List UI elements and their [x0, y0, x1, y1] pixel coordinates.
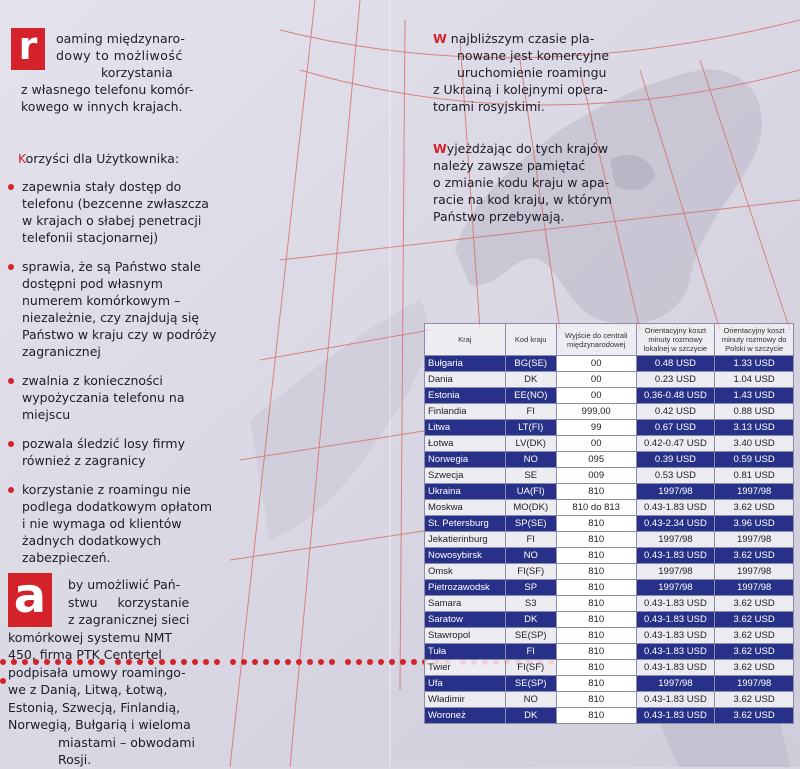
agreement-paragraph: [8, 576, 223, 769]
cell-local-cost: 0.43-1.83 USD: [636, 548, 715, 564]
cell-code: SE: [505, 468, 556, 484]
roaming-table: [424, 323, 794, 724]
benefits-heading: [18, 150, 238, 167]
intro-line: oaming międzynaro-: [56, 31, 185, 46]
cell-exit: 00: [556, 436, 636, 452]
table-row: [425, 628, 794, 644]
cell-code: SE(SP): [505, 628, 556, 644]
cell-country: Saratow: [425, 612, 506, 628]
header-poland-cost: Orientacyjny koszt minuty rozmowy do Polski w szczycie: [715, 324, 794, 356]
cell-local-cost: 0.23 USD: [636, 372, 715, 388]
right-paragraph-2: [433, 140, 633, 225]
cell-exit: 810: [556, 580, 636, 596]
cell-local-cost: 0.43-1.83 USD: [636, 500, 715, 516]
cell-code: SE(SP): [505, 676, 556, 692]
cell-local-cost: 0.53 USD: [636, 468, 715, 484]
cell-country: Moskwa: [425, 500, 506, 516]
cell-country: Woroneż: [425, 708, 506, 724]
table-row: [425, 500, 794, 516]
cell-code: FI: [505, 404, 556, 420]
cell-code: NO: [505, 452, 556, 468]
intro-line: z własnego telefonu komór-: [21, 82, 194, 97]
right-paragraph-1: [433, 30, 633, 115]
cell-country: Dania: [425, 372, 506, 388]
cell-poland-cost: 3.62 USD: [715, 612, 794, 628]
intro-line: korzystania: [101, 65, 173, 80]
cell-poland-cost: 3.62 USD: [715, 500, 794, 516]
table-row: [425, 708, 794, 724]
cell-local-cost: 1997/98: [636, 532, 715, 548]
cell-exit: 810: [556, 516, 636, 532]
benefit-item: sprawia, że są Państwo stale dostępni pod własnym numerem komórkowym – niezależnie, czy znajdują się Państwo w kraju czy w podróży zagranicznej: [8, 258, 218, 360]
cell-exit: 810 do 813: [556, 500, 636, 516]
cell-country: St. Petersburg: [425, 516, 506, 532]
cell-poland-cost: 3.62 USD: [715, 660, 794, 676]
cell-poland-cost: 3.62 USD: [715, 628, 794, 644]
cell-poland-cost: 3.62 USD: [715, 692, 794, 708]
cell-exit: 810: [556, 628, 636, 644]
cell-country: Litwa: [425, 420, 506, 436]
cell-exit: 810: [556, 532, 636, 548]
para2-line: należy zawsze pamiętać: [433, 158, 586, 173]
table-row: [425, 404, 794, 420]
table-row: [425, 612, 794, 628]
cell-exit: 810: [556, 644, 636, 660]
intro-dropcap: r: [11, 28, 45, 70]
para2-line: racie na kod kraju, w którym: [433, 192, 612, 207]
cell-code: FI(SF): [505, 660, 556, 676]
cell-code: BG(SE): [505, 356, 556, 372]
cell-exit: 810: [556, 484, 636, 500]
cell-exit: 810: [556, 596, 636, 612]
agreement-line: miastami – obwodami Rosji.: [58, 734, 195, 767]
intro-line: kowego w innych krajach.: [21, 99, 183, 114]
cell-local-cost: 0.43-1.83 USD: [636, 708, 715, 724]
cell-poland-cost: 1997/98: [715, 484, 794, 500]
table-row: [425, 692, 794, 708]
table-row: [425, 580, 794, 596]
cell-code: NO: [505, 548, 556, 564]
para1-line: nowane jest komercyjne: [457, 48, 610, 63]
cell-country: Ufa: [425, 676, 506, 692]
table-header-row: [425, 324, 794, 356]
cell-exit: 99: [556, 420, 636, 436]
table-row: [425, 564, 794, 580]
cell-poland-cost: 1997/98: [715, 564, 794, 580]
agreement-line: we z Danią, Litwą, Łotwą,: [8, 682, 168, 697]
cell-country: Norwegia: [425, 452, 506, 468]
cell-code: LV(DK): [505, 436, 556, 452]
cell-country: Jekatierinburg: [425, 532, 506, 548]
cell-code: SP: [505, 580, 556, 596]
cell-exit: 810: [556, 676, 636, 692]
table-row: [425, 452, 794, 468]
cell-code: SP(SE): [505, 516, 556, 532]
cell-poland-cost: 0.81 USD: [715, 468, 794, 484]
cell-code: FI: [505, 644, 556, 660]
cell-poland-cost: 0.59 USD: [715, 452, 794, 468]
cell-code: DK: [505, 612, 556, 628]
cell-exit: 999,00: [556, 404, 636, 420]
cell-local-cost: 1997/98: [636, 580, 715, 596]
cell-poland-cost: 1997/98: [715, 676, 794, 692]
cell-local-cost: 0.43-1.83 USD: [636, 612, 715, 628]
cell-country: Omsk: [425, 564, 506, 580]
cell-country: Władimir: [425, 692, 506, 708]
cell-code: DK: [505, 708, 556, 724]
header-local-cost: Orientacyjny koszt minuty rozmowy lokalnej w szczycie: [636, 324, 715, 356]
agreement-line: Estonią, Szwecją, Finlandią,: [8, 699, 181, 715]
para1-line: z Ukrainą i kolejnymi opera-: [433, 82, 608, 97]
table-row: [425, 420, 794, 436]
cell-local-cost: 0.39 USD: [636, 452, 715, 468]
cell-local-cost: 0.43-1.83 USD: [636, 628, 715, 644]
table-row: [425, 548, 794, 564]
table-row: [425, 660, 794, 676]
cell-country: Stawropol: [425, 628, 506, 644]
agreement-line: stwu korzystanie: [68, 594, 190, 610]
cell-country: Szwecja: [425, 468, 506, 484]
table-row: [425, 468, 794, 484]
benefit-item: pozwala śledzić losy firmy również z zagranicy: [8, 435, 218, 469]
table-row: [425, 596, 794, 612]
cell-poland-cost: 1.33 USD: [715, 356, 794, 372]
cell-poland-cost: 3.13 USD: [715, 420, 794, 436]
cell-exit: 810: [556, 564, 636, 580]
cell-poland-cost: 3.62 USD: [715, 644, 794, 660]
cell-code: MO(DK): [505, 500, 556, 516]
table-row: [425, 516, 794, 532]
agreement-line: podpisała umowy roamingo-: [8, 664, 186, 680]
cell-exit: 00: [556, 388, 636, 404]
cell-local-cost: 0.42-0.47 USD: [636, 436, 715, 452]
table-row: [425, 484, 794, 500]
cell-code: NO: [505, 692, 556, 708]
cell-poland-cost: 1997/98: [715, 532, 794, 548]
cell-exit: 095: [556, 452, 636, 468]
cell-poland-cost: 3.62 USD: [715, 708, 794, 724]
cell-local-cost: 1997/98: [636, 484, 715, 500]
cell-country: Nowosybirsk: [425, 548, 506, 564]
benefits-list: [8, 178, 218, 578]
cell-country: Bułgaria: [425, 356, 506, 372]
cell-exit: 810: [556, 612, 636, 628]
cell-poland-cost: 3.62 USD: [715, 548, 794, 564]
para2-line: yjeżdżając do tych krajów: [446, 141, 609, 156]
table-row: [425, 388, 794, 404]
para2-line: o zmianie kodu kraju w apa-: [433, 175, 610, 190]
para1-initial: W: [433, 31, 447, 46]
intro-paragraph: [11, 30, 216, 115]
cell-local-cost: 0.43-1.83 USD: [636, 644, 715, 660]
agreement-line: 450, firma PTK Centertel: [8, 647, 162, 662]
cell-poland-cost: 0.88 USD: [715, 404, 794, 420]
cell-local-cost: 1997/98: [636, 676, 715, 692]
cell-local-cost: 0.43-2.34 USD: [636, 516, 715, 532]
cell-poland-cost: 3.96 USD: [715, 516, 794, 532]
table-row: [425, 356, 794, 372]
cell-country: Łotwa: [425, 436, 506, 452]
cell-code: S3: [505, 596, 556, 612]
agreement-line: z zagranicznej sieci: [68, 612, 190, 627]
para1-line: najbliższym czasie pla-: [446, 31, 595, 46]
cell-poland-cost: 1.04 USD: [715, 372, 794, 388]
cell-poland-cost: 1997/98: [715, 580, 794, 596]
cell-country: Pietrozawodsk: [425, 580, 506, 596]
cell-country: Samara: [425, 596, 506, 612]
cell-local-cost: 1997/98: [636, 564, 715, 580]
table-row: [425, 436, 794, 452]
intro-line: dowy to możliwość: [56, 48, 183, 63]
para2-line: Państwo przebywają.: [433, 209, 565, 224]
cell-exit: 810: [556, 548, 636, 564]
cell-exit: 00: [556, 372, 636, 388]
cell-local-cost: 0.48 USD: [636, 356, 715, 372]
cell-exit: 810: [556, 708, 636, 724]
cell-country: Ukraina: [425, 484, 506, 500]
agreement-line: komórkowej systemu NMT: [8, 629, 173, 645]
cell-code: FI(SF): [505, 564, 556, 580]
cell-code: DK: [505, 372, 556, 388]
cell-country: Estonia: [425, 388, 506, 404]
cell-exit: 810: [556, 660, 636, 676]
benefit-item: korzystanie z roamingu nie podlega dodatkowym opłatom i nie wymaga od klientów żadnych dodatkowych zabezpieczeń.: [8, 481, 218, 566]
agreement-line: by umożliwić Pań-: [68, 577, 181, 592]
header-exit: Wyjście do centrali międzynarodowej: [556, 324, 636, 356]
agreement-dropcap: a: [8, 573, 52, 627]
cell-code: LT(FI): [505, 420, 556, 436]
header-code: Kod kraju: [505, 324, 556, 356]
table-row: [425, 676, 794, 692]
cell-local-cost: 0.36-0.48 USD: [636, 388, 715, 404]
cell-poland-cost: 1.43 USD: [715, 388, 794, 404]
cell-exit: 810: [556, 692, 636, 708]
cell-exit: 00: [556, 356, 636, 372]
para1-line: uruchomienie roamingu: [457, 65, 607, 80]
cell-local-cost: 0.43-1.83 USD: [636, 692, 715, 708]
para2-initial: W: [433, 141, 447, 156]
cell-local-cost: 0.43-1.83 USD: [636, 596, 715, 612]
cell-code: UA(FI): [505, 484, 556, 500]
benefits-heading-text: orzyści dla Użytkownika:: [25, 151, 180, 166]
benefit-item: zwalnia z konieczności wypożyczania telefonu na miejscu: [8, 372, 218, 423]
cell-code: EE(NO): [505, 388, 556, 404]
cell-local-cost: 0.67 USD: [636, 420, 715, 436]
benefits-heading-initial: K: [18, 151, 26, 166]
cell-country: Finlandia: [425, 404, 506, 420]
cell-country: Tuła: [425, 644, 506, 660]
table-row: [425, 532, 794, 548]
benefit-item: zapewnia stały dostęp do telefonu (bezcenne zwłaszcza w krajach o słabej penetracji telefonii stacjonarnej): [8, 178, 218, 246]
cell-poland-cost: 3.40 USD: [715, 436, 794, 452]
para1-line: torami rosyjskimi.: [433, 99, 545, 114]
agreement-line: Norwegią, Bułgarią i wieloma: [8, 717, 191, 732]
cell-local-cost: 0.42 USD: [636, 404, 715, 420]
cell-local-cost: 0.43-1.83 USD: [636, 660, 715, 676]
cell-poland-cost: 3.62 USD: [715, 596, 794, 612]
table-row: [425, 372, 794, 388]
cell-code: FI: [505, 532, 556, 548]
cell-exit: 009: [556, 468, 636, 484]
cell-country: Twier: [425, 660, 506, 676]
header-country: Kraj: [425, 324, 506, 356]
table-row: [425, 644, 794, 660]
